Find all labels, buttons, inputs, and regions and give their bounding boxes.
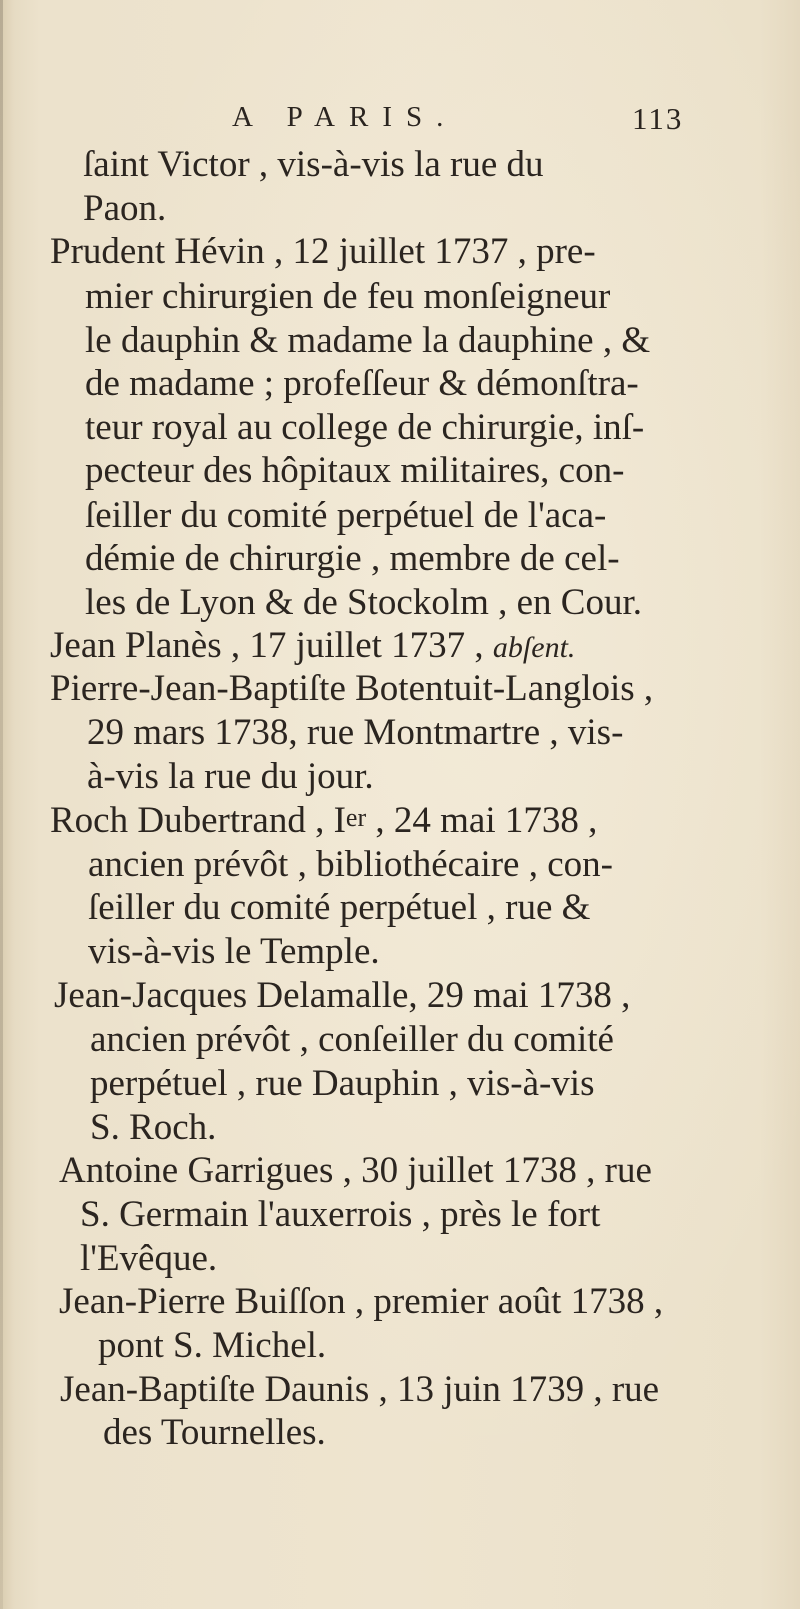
text-line: perpétuel , rue Dauphin , vis-à-vis <box>90 1063 595 1104</box>
text-line: les de Lyon & de Stockolm , en Cour. <box>85 582 643 623</box>
running-head: A PARIS. <box>232 101 458 133</box>
text-line: l'Evêque. <box>80 1238 218 1279</box>
text-line: démie de chirurgie , membre de cel- <box>85 538 620 579</box>
text-line: Antoine Garrigues , 30 juillet 1738 , rue <box>59 1150 652 1191</box>
text-line: S. Germain l'auxerrois , près le fort <box>80 1194 601 1235</box>
text-line: de madame ; profeſſeur & démonſtra- <box>85 363 639 404</box>
text-line: Paon. <box>83 188 167 229</box>
page-gutter <box>0 0 3 1609</box>
text-line <box>50 802 597 839</box>
text-line: des Tournelles. <box>103 1412 326 1453</box>
ordinal-superscript: er <box>345 803 367 832</box>
text-line: ancien prévôt , conſeiller du comité <box>90 1019 614 1060</box>
text-line: le dauphin & madame la dauphine , & <box>85 320 651 361</box>
text-line: ancien prévôt , bibliothécaire , con- <box>88 844 613 885</box>
text-line: 29 mars 1738, rue Montmartre , vis- <box>87 712 624 753</box>
text-line: S. Roch. <box>90 1107 217 1148</box>
entry-text: Roch Dubertrand , I <box>50 800 346 841</box>
text-line: ſeiller du comité perpétuel de l'aca- <box>85 495 607 536</box>
text-line: Jean-Jacques Delamalle, 29 mai 1738 , <box>54 975 631 1016</box>
text-line: vis-à-vis le Temple. <box>88 931 380 972</box>
absent-note: abſent. <box>492 631 576 664</box>
page-number: 113 <box>632 101 684 136</box>
text-line <box>50 627 575 664</box>
text-line: Prudent Hévin , 12 juillet 1737 , pre- <box>50 231 596 272</box>
text-line: mier chirurgien de feu monſeigneur <box>85 276 611 317</box>
text-line: Jean-Baptiſte Daunis , 13 juin 1739 , rue <box>60 1369 660 1410</box>
text-line: Pierre-Jean-Baptiſte Botentuit-Langlois , <box>50 668 654 709</box>
entry-text: Jean Planès , 17 juillet 1737 , <box>50 625 493 666</box>
text-line: ſaint Victor , vis-à-vis la rue du <box>83 144 544 185</box>
text-line: à-vis la rue du jour. <box>87 756 374 797</box>
text-line: ſeiller du comité perpétuel , rue & <box>88 887 591 928</box>
entry-text: , 24 mai 1738 , <box>366 800 598 841</box>
text-line: pont S. Michel. <box>98 1325 327 1366</box>
text-line: Jean-Pierre Buiſſon , premier août 1738 , <box>59 1281 664 1322</box>
text-line: teur royal au college de chirurgie, inſ- <box>85 407 645 448</box>
text-line: pecteur des hôpitaux militaires, con- <box>85 450 625 491</box>
